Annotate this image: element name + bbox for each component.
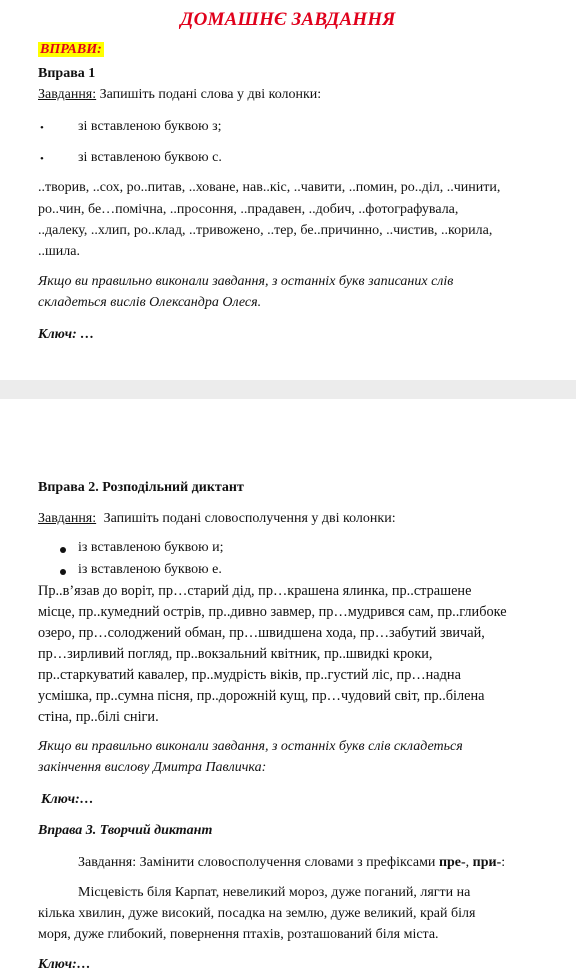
ex2-note-line-1: Якщо ви правильно виконали завдання, з останніх букв слів складеться	[38, 739, 463, 754]
ex3-heading: Вправа 3. Творчий диктант	[38, 823, 213, 838]
ex1-note-line-2: складеться вислів Олександра Олеся.	[38, 295, 262, 310]
ex2-task	[38, 511, 396, 527]
ex2-task-text: Запишіть подані словосполучення у дві колонки:	[103, 511, 396, 526]
ex2-words-line-6: усмішка, пр..сумна пісня, пр..дорожній кущ, пр…чудовий світ, пр..білена	[38, 688, 485, 704]
ex3-prefix-sep: ,	[465, 855, 473, 870]
ex1-task	[38, 87, 321, 103]
ex2-words-line-3: озеро, пр…солоджений обман, пр…швидшена хода, пр…забутий звичай,	[38, 625, 485, 641]
ex3-text-line-3: моря, дуже глибокий, повернення птахів, розташований біля міста.	[38, 927, 439, 942]
page-2	[0, 399, 576, 979]
ex2-words-line-5: пр..старкуватий кавалер, пр..мудрість віків, пр..густий ліс, пр…надна	[38, 667, 461, 683]
ex2-words-line-4: пр…зирливий погляд, пр..вокзальний квітник, пр..швидкі кроки,	[38, 646, 433, 662]
ex3-key: Ключ:…	[38, 957, 91, 972]
ex1-words-line-2: ро..чин, бе…помічна, ..просоння, ..прадавен, ..добич, ..фотографувала,	[38, 202, 459, 217]
ex3-prefix-pre: пре-	[438, 855, 466, 870]
ex1-words-line-4: ..шила.	[38, 244, 80, 259]
ex1-task-label: Завдання:	[38, 87, 97, 102]
ex2-key: Ключ:…	[41, 792, 94, 807]
page-1	[0, 0, 576, 380]
ex3-prefix-pry: при-	[472, 855, 502, 870]
ex1-task-text: Запишіть подані слова у дві колонки:	[99, 87, 322, 102]
ex2-bullet-dot-1	[60, 547, 66, 553]
ex1-bullet-marker-2: •	[40, 153, 44, 165]
ex2-heading: Вправа 2. Розподільний диктант	[38, 480, 244, 495]
ex3-task-text: Завдання: Замінити словосполучення словами з префіксами	[78, 855, 439, 870]
page-title: ДОМАШНЄ ЗАВДАННЯ	[180, 9, 396, 30]
ex2-words-line-7: стіна, пр..білі сніги.	[38, 709, 159, 725]
ex2-bullet-dot-2	[60, 569, 66, 575]
ex1-words-line-1: ..творив, ..сох, ро..питав, ..ховане, нав..кіс, ..чавити, ..помин, ро..діл, ..чинити,	[38, 180, 501, 195]
ex3-task	[78, 855, 505, 871]
ex1-key: Ключ: …	[38, 327, 95, 342]
ex2-note-line-2: закінчення вислову Дмитра Павличка:	[38, 760, 267, 775]
section-label-highlight: ВПРАВИ:	[40, 42, 102, 57]
ex1-words-line-3: ..далеку, ..хлип, ро..клад, ..тривожено, ..тер, бе..причинно, ..чистив, ..корила,	[38, 223, 493, 238]
ex2-bullet-2: із вставленою буквою е.	[78, 562, 222, 577]
ex1-heading: Вправа 1	[38, 66, 96, 81]
ex2-bullet-1: із вставленою буквою и;	[78, 540, 224, 555]
ex2-words-line-1: Пр..в’язав до воріт, пр…старий дід, пр…крашена ялинка, пр..страшене	[38, 583, 472, 599]
ex1-note-line-1: Якщо ви правильно виконали завдання, з останніх букв записаних слів	[38, 274, 454, 289]
ex1-bullet-2: зі вставленою буквою с.	[78, 150, 222, 165]
ex3-text-line-1: Місцевість біля Карпат, невеликий мороз, дуже поганий, лягти на	[78, 885, 471, 900]
ex2-task-label: Завдання:	[38, 511, 97, 526]
ex2-words-line-2: місце, пр..кумедний острів, пр..дивно завмер, пр…мудрився сам, пр..глибоке	[38, 604, 507, 620]
ex1-bullet-1: зі вставленою буквою з;	[78, 119, 222, 134]
ex3-prefix-end: :	[501, 855, 506, 870]
ex1-bullet-marker-1: •	[40, 122, 44, 134]
ex3-text-line-2: кілька хвилин, дуже високий, посадка на землю, дуже великий, край біля	[38, 906, 476, 921]
